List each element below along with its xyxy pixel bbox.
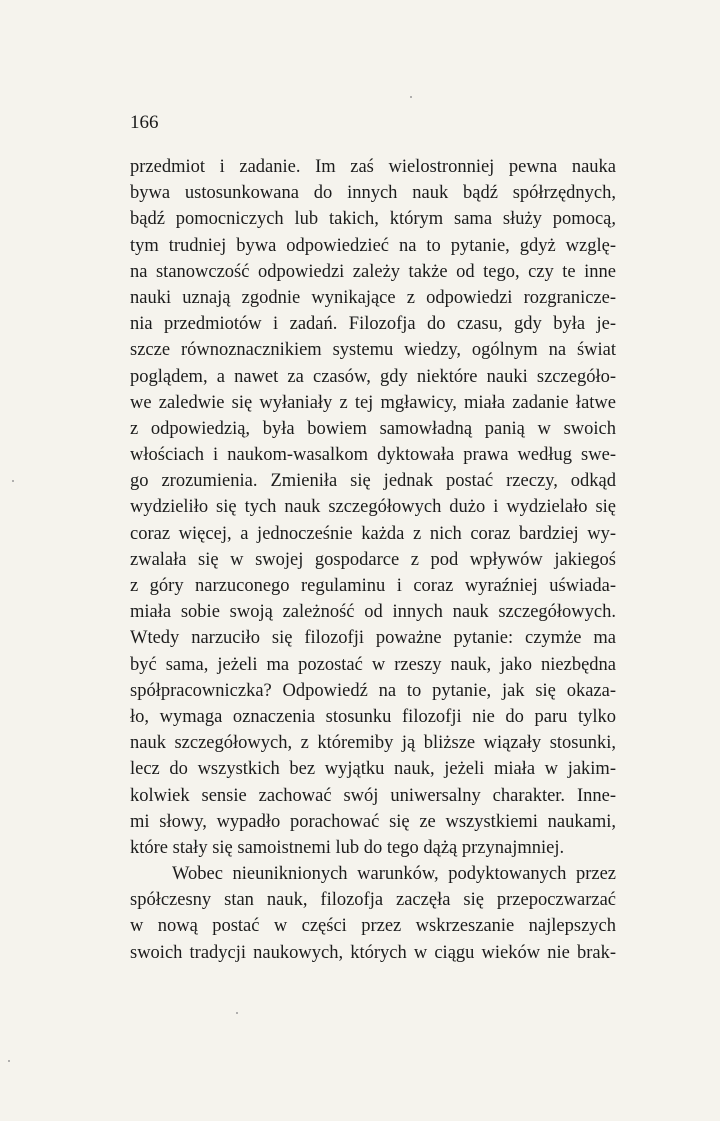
- text-line: z odpowiedzią, była bowiem samowładną panią w swoich: [130, 418, 616, 439]
- text-line: poglądem, a nawet za czasów, gdy niektóre nauki szczegóło-: [130, 366, 616, 387]
- text-line: nauk szczegółowych, z któremiby ją bliższe wiązały stosunki,: [130, 733, 616, 754]
- text-line: Wtedy narzuciło się filozofji poważne pytanie: czymże ma: [130, 628, 616, 649]
- text-line: zwalała się w swojej gospodarce z pod wpływów jakiegoś: [130, 549, 616, 570]
- text-line: lecz do wszystkich bez wyjątku nauk, jeżeli miała w jakim-: [130, 759, 616, 780]
- page-number: 166: [130, 112, 159, 133]
- text-line: włościach i naukom-wasalkom dyktowała prawa według swe-: [130, 445, 616, 466]
- text-line: nia przedmiotów i zadań. Filozofja do czasu, gdy była je-: [130, 314, 616, 335]
- paragraph-start-line: Wobec nieuniknionych warunków, podyktowanych przez: [172, 864, 616, 885]
- text-line: spółczesny stan nauk, filozofja zaczęła się przepoczwarzać: [130, 890, 616, 911]
- text-line: kolwiek sensie zachować swój uniwersalny charakter. Inne-: [130, 785, 616, 806]
- paragraph-end-line: które stały się samoistnemi lub do tego dążą przynajmniej.: [130, 837, 565, 858]
- text-line: bądź pomocniczych lub takich, którym sama służy pomocą,: [130, 209, 616, 230]
- text-line: swoich tradycji naukowych, których w ciągu wieków nie brak-: [130, 942, 616, 963]
- text-line: spółpracowniczka? Odpowiedź na to pytanie, jak się okaza-: [130, 680, 616, 701]
- text-line: szcze równoznacznikiem systemu wiedzy, ogólnym na świat: [130, 340, 616, 361]
- text-line: nauki uznają zgodnie wynikające z odpowiedzi rozgranicze-: [130, 287, 616, 308]
- text-line: być sama, jeżeli ma pozostać w rzeszy nauk, jako niezbędna: [130, 654, 616, 675]
- text-line: z góry narzuconego regulaminu i coraz wyraźniej uświada-: [130, 576, 616, 596]
- paper-speck: [410, 96, 412, 98]
- text-line: miała sobie swoją zależność od innych nauk szczegółowych.: [130, 602, 616, 623]
- text-line: tym trudniej bywa odpowiedzieć na to pytanie, gdyż wzglę-: [130, 235, 616, 256]
- text-line: coraz więcej, a jednocześnie każda z nich coraz bardziej wy-: [130, 523, 616, 544]
- paper-speck: [8, 1060, 10, 1062]
- text-line: we zaledwie się wyłaniały z tej mgławicy, miała zadanie łatwe: [130, 392, 616, 413]
- paper-speck: [236, 1012, 238, 1014]
- text-line: wydzieliło się tych nauk szczegółowych dużo i wydzielało się: [130, 497, 616, 518]
- text-line: mi słowy, wypadło porachować się ze wszystkiemi naukami,: [130, 811, 616, 832]
- text-line: bywa ustosunkowana do innych nauk bądź spółrzędnych,: [130, 183, 616, 204]
- text-line: przedmiot i zadanie. Im zaś wielostronniej pewna nauka: [130, 157, 616, 177]
- paper-speck: [12, 480, 14, 482]
- text-line: w nową postać w części przez wskrzeszanie najlepszych: [130, 916, 616, 937]
- text-line: na stanowczość odpowiedzi zależy także od tego, czy te inne: [130, 261, 616, 282]
- text-line: go zrozumienia. Zmieniła się jednak postać rzeczy, odkąd: [130, 471, 616, 492]
- body-text: [130, 154, 616, 966]
- text-line: ło, wymaga oznaczenia stosunku filozofji nie do paru tylko: [130, 706, 616, 727]
